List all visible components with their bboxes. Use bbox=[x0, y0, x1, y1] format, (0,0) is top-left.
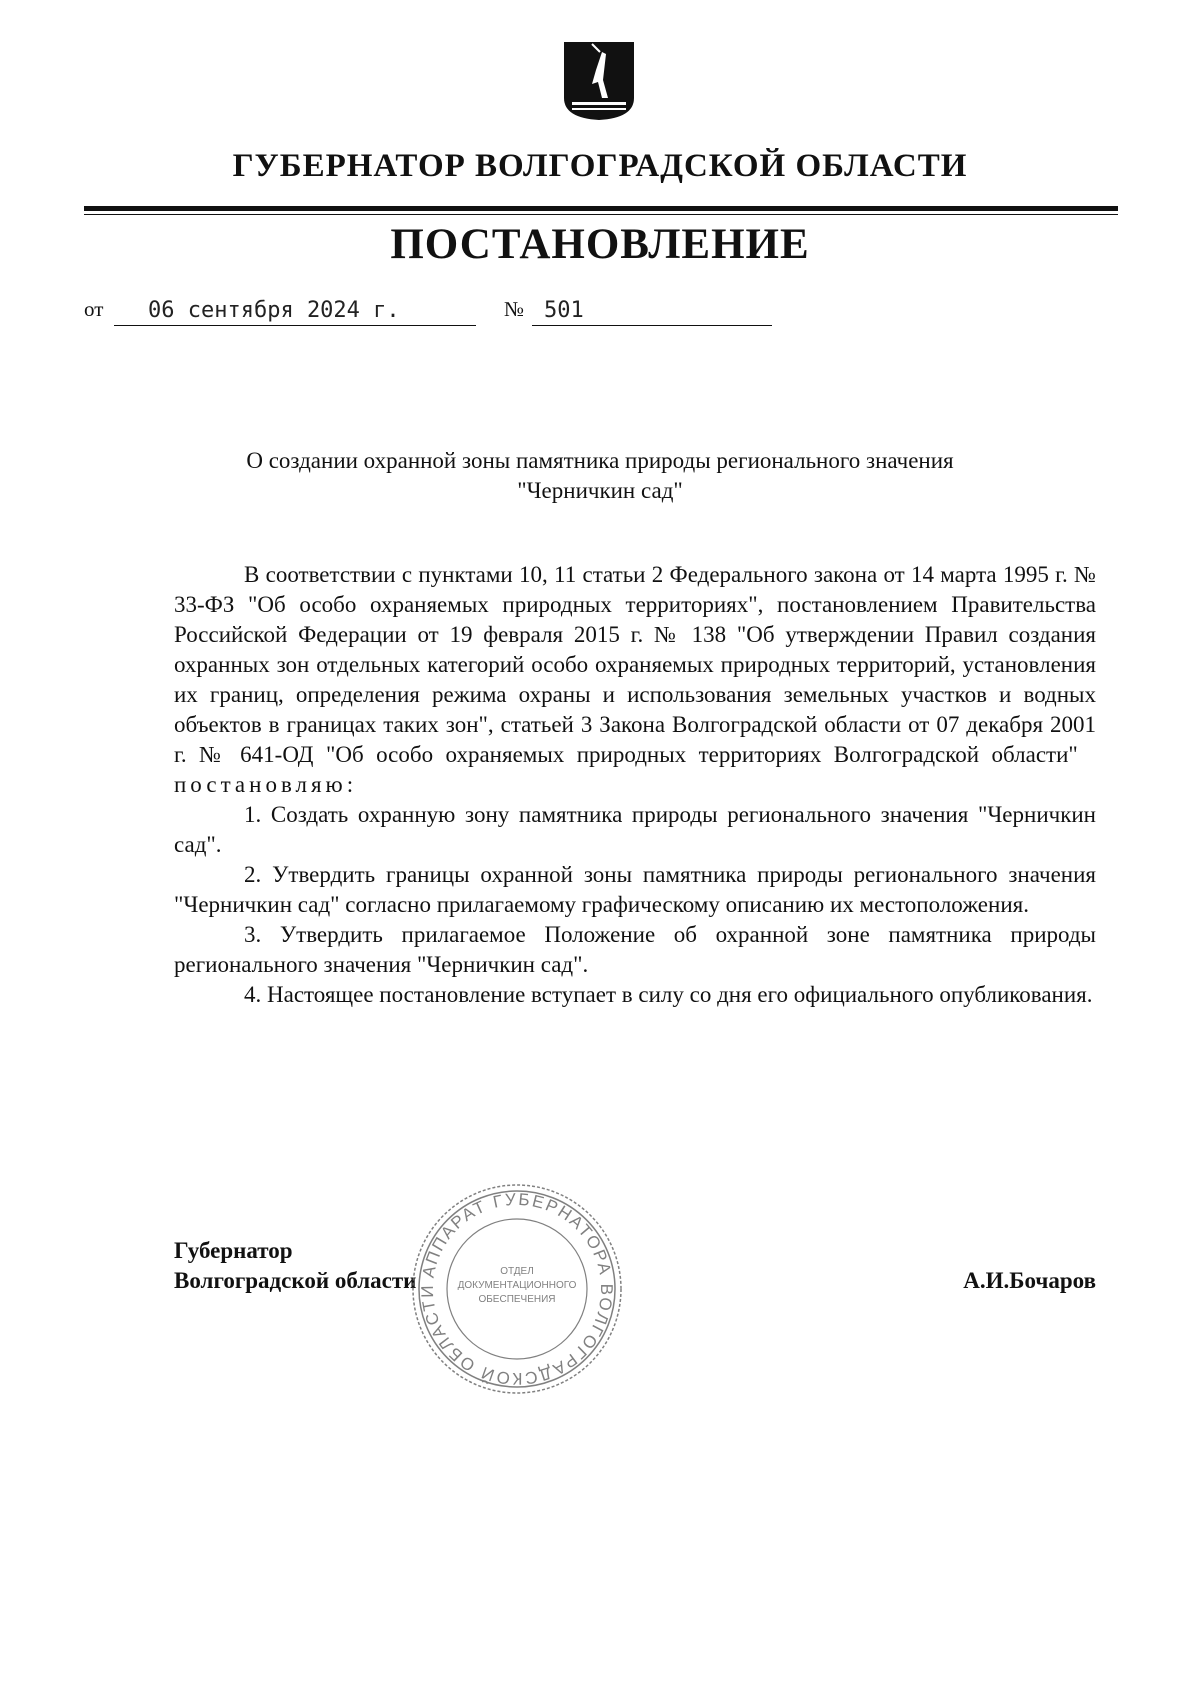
official-seal-icon bbox=[410, 1182, 624, 1396]
header-rule-thick bbox=[84, 206, 1118, 211]
list-item: 2. Утвердить границы охранной зоны памятника природы регионального значения "Черничкин сад" согласно прилагаемому графическому описанию их местоположения. bbox=[174, 862, 1096, 917]
svg-text:ДОКУМЕНТАЦИОННОГО: ДОКУМЕНТАЦИОННОГО bbox=[457, 1280, 577, 1291]
coat-of-arms-icon bbox=[562, 40, 636, 122]
resolve-word: постановляю: bbox=[174, 772, 358, 797]
signer-name: А.И.Бочаров bbox=[963, 1268, 1096, 1293]
list-item: 3. Утвердить прилагаемое Положение об охранной зоне памятника природы регионального значения "Черничкин сад". bbox=[174, 922, 1096, 977]
preamble-text: В соответствии с пунктами 10, 11 статьи 2 Федерального закона от 14 марта 1995 г. № 33-ФЗ "Об особо охраняемых природных территориях", постановлением Правительства Российской Федерации от 19 февраля 2015 г. № 138 "Об утверждении Правил создания охранных зон отдельных категорий особо охраняемых природных территорий, установления их границ, определения режима охраны и использования земельных участков и водных объектов в границах таких зон", статьей 3 Закона Волгоградской области от 07 декабря 2001 г. № 641-ОД "Об особо охраняемых природных территориях Волгоградской области" bbox=[174, 562, 1096, 767]
signer-title bbox=[174, 1236, 416, 1296]
number-field: 501 bbox=[532, 296, 772, 326]
number-label: № bbox=[504, 297, 525, 321]
document-type: ПОСТАНОВЛЕНИЕ bbox=[390, 221, 810, 268]
issuing-authority: ГУБЕРНАТОР ВОЛГОГРАДСКОЙ ОБЛАСТИ bbox=[232, 148, 968, 184]
date-field: 06 сентября 2024 г. bbox=[114, 296, 476, 326]
subject-line-2: "Черничкин сад" bbox=[517, 478, 683, 503]
preamble-paragraph bbox=[174, 560, 1096, 800]
subject-line-1: О создании охранной зоны памятника природы регионального значения bbox=[246, 448, 954, 473]
date-label: от bbox=[84, 297, 104, 321]
header-rule-thin bbox=[84, 214, 1118, 215]
document-subject bbox=[120, 446, 1080, 506]
registration-row bbox=[84, 292, 784, 326]
list-item: 1. Создать охранную зону памятника природы регионального значения "Черничкин сад". bbox=[174, 802, 1096, 857]
svg-text:ОТДЕЛ: ОТДЕЛ bbox=[500, 1266, 534, 1277]
svg-text:ОБЕСПЕЧЕНИЯ: ОБЕСПЕЧЕНИЯ bbox=[478, 1294, 556, 1305]
document-body bbox=[174, 560, 1096, 1010]
signer-title-line-1: Губернатор bbox=[174, 1238, 293, 1263]
list-item: 4. Настоящее постановление вступает в силу со дня его официального опубликования. bbox=[244, 982, 1093, 1007]
svg-text:АППАРАТ ГУБЕРНАТОРА ВОЛГОГРАДС: АППАРАТ ГУБЕРНАТОРА ВОЛГОГРАДСКОЙ ОБЛАСТИ bbox=[417, 1189, 617, 1389]
signer-title-line-2: Волгоградской области bbox=[174, 1268, 417, 1293]
